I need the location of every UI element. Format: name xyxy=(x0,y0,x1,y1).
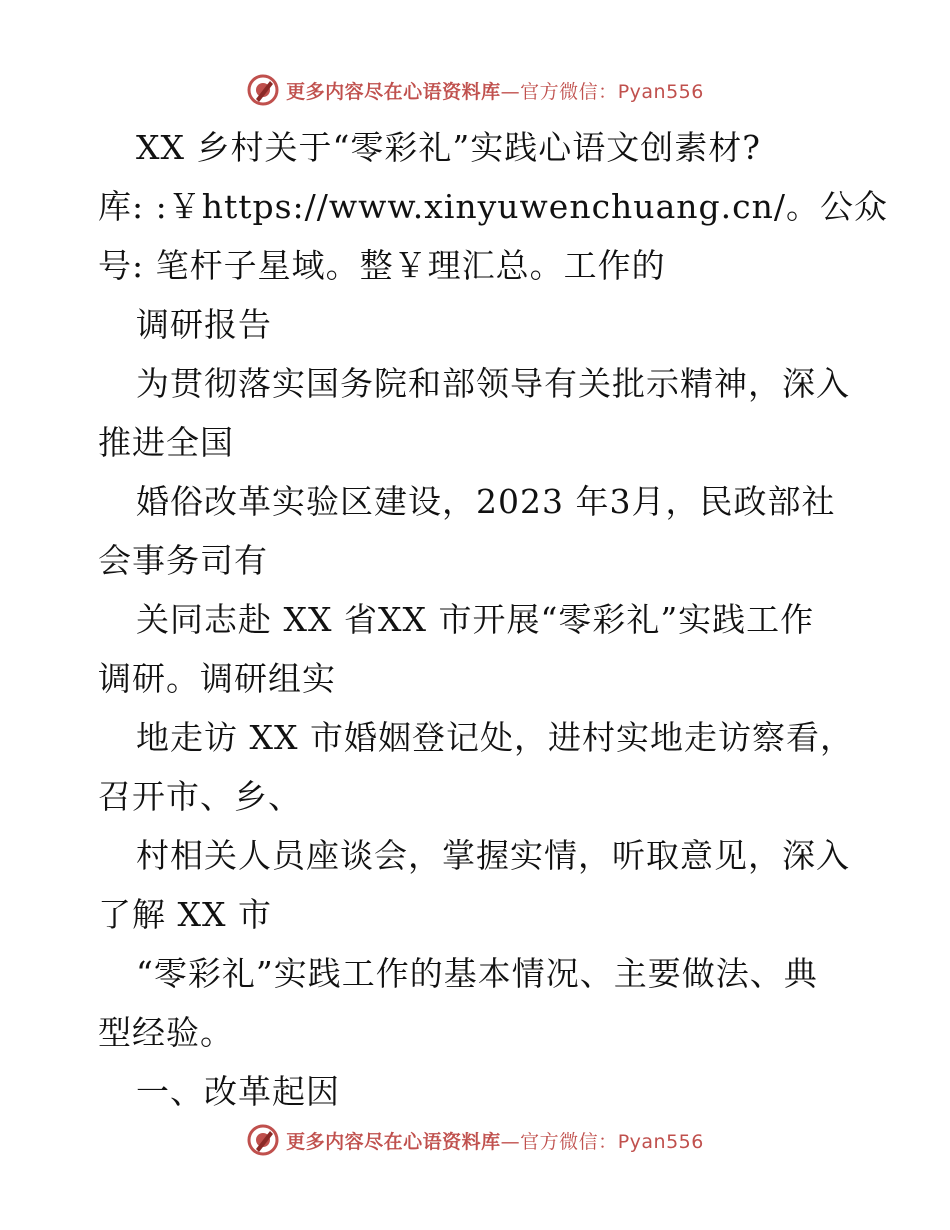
title-line-3: 号: 笔杆子星域。整￥理汇总。工作的 xyxy=(98,246,666,285)
paragraph-line: “零彩礼”实践工作的基本情况、主要做法、典 xyxy=(136,954,818,993)
document-body xyxy=(98,118,888,1121)
footer-banner-sub: 官方微信： xyxy=(520,1130,618,1153)
paragraph-line: 会事务司有 xyxy=(98,541,268,580)
paragraph-line: 关同志赴 XX 省XX 市开展“零彩礼”实践工作 xyxy=(136,600,815,639)
paragraph-line: 婚俗改革实验区建设，2023 年3月，民政部社 xyxy=(136,482,836,521)
footer-banner-text xyxy=(286,1127,704,1154)
paragraph-line: 推进全国 xyxy=(98,423,234,462)
paragraph-line: 型经验。 xyxy=(98,1013,234,1052)
paragraph-line: 召开市、乡、 xyxy=(98,777,302,816)
header-banner-sub: 官方微信： xyxy=(520,80,618,103)
title-line-2: 库: :￥https://www.xinyuwenchuang.cn/。公众 xyxy=(98,187,888,226)
paragraph-line: 地走访 XX 市婚姻登记处，进村实地走访察看， xyxy=(136,718,854,757)
header-banner xyxy=(0,72,950,108)
header-banner-main: 更多内容尽在心语资料库 xyxy=(286,80,501,103)
footer-banner-main: 更多内容尽在心语资料库 xyxy=(286,1130,501,1153)
header-banner-id: Pyan556 xyxy=(617,80,704,103)
section-heading: 一、改革起因 xyxy=(136,1072,340,1111)
header-banner-text xyxy=(286,77,704,104)
header-banner-dash: — xyxy=(500,80,521,103)
paragraph-line: 为贯彻落实国务院和部领导有关批示精神，深入 xyxy=(136,364,850,403)
paragraph-line: 了解 XX 市 xyxy=(98,895,272,934)
footer-banner-id: Pyan556 xyxy=(617,1130,704,1153)
paragraph-line: 村相关人员座谈会，掌握实情，听取意见，深入 xyxy=(136,836,850,875)
footer-banner-dash: — xyxy=(500,1130,521,1153)
paragraph-line: 调研。调研组实 xyxy=(98,659,336,698)
title-line-1: XX 乡村关于“零彩礼”实践心语文创素材? xyxy=(136,128,761,167)
title-line-4: 调研报告 xyxy=(136,305,272,344)
footer-banner xyxy=(0,1122,950,1158)
pen-logo-icon xyxy=(246,73,280,107)
pen-logo-icon xyxy=(246,1123,280,1157)
